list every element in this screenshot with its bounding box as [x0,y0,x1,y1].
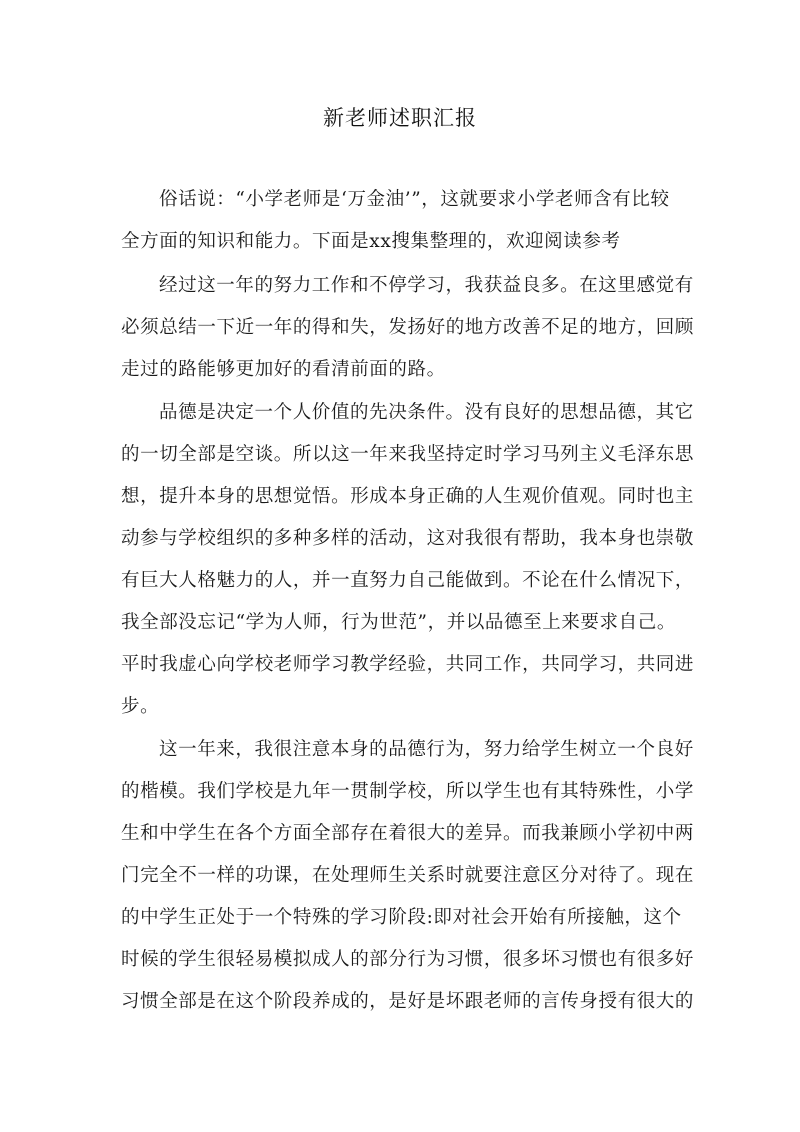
paragraph-line: 有巨大人格魅力的人，并一直努力自己能做到。不论在什么情况下， [121,570,695,591]
paragraph-line: 品德是决定一个人价值的先决条件。没有良好的思想品德，其它 [159,402,694,423]
paragraph-line: 经过这一年的努力工作和不停学习，我获益良多。在这里感觉有 [159,275,694,296]
paragraph-line: 门完全不一样的功课，在处理师生关系时就要注意区分对待了。现在 [121,865,695,886]
paragraph-line: 想，提升本身的思想觉悟。形成本身正确的人生观价值观。同时也主 [121,486,695,507]
paragraph-line: 我全部没忘记“学为人师，行为世范”，并以品德至上来要求自己。 [121,612,676,633]
paragraph-line: 的一切全部是空谈。所以这一年来我坚持定时学习马列主义毛泽东思 [121,444,695,465]
paragraph-line: 时候的学生很轻易模拟成人的部分行为习惯，很多坏习惯也有很多好 [121,949,695,970]
paragraph-line: 生和中学生在各个方面全部存在着很大的差异。而我兼顾小学初中两 [121,823,695,844]
paragraph-line: 的楷模。我们学校是九年一贯制学校，所以学生也有其特殊性，小学 [121,781,695,802]
paragraph-line: 走过的路能够更加好的看清前面的路。 [121,359,446,380]
paragraph-line: 动参与学校组织的多种多样的活动，这对我很有帮助，我本身也崇敬 [121,528,695,549]
paragraph-line: 习惯全部是在这个阶段养成的，是好是坏跟老师的言传身授有很大的 [121,991,695,1012]
paragraph-line: 平时我虚心向学校老师学习教学经验，共同工作，共同学习，共同进 [121,654,695,675]
paragraph-line: 的中学生正处于一个特殊的学习阶段:即对社会开始有所接触，这个 [121,907,682,928]
paragraph-line: 俗话说：“小学老师是‘万金油’”，这就要求小学老师含有比较 [159,189,670,210]
paragraph-line: 全方面的知识和能力。下面是xx搜集整理的，欢迎阅读参考 [121,231,621,252]
paragraph-line: 必须总结一下近一年的得和失，发扬好的地方改善不足的地方，回顾 [121,317,695,338]
paragraph-line: 步。 [121,696,160,717]
paragraph-line: 这一年来，我很注意本身的品德行为，努力给学生树立一个良好 [159,739,694,760]
document-title: 新老师述职汇报 [323,106,477,130]
